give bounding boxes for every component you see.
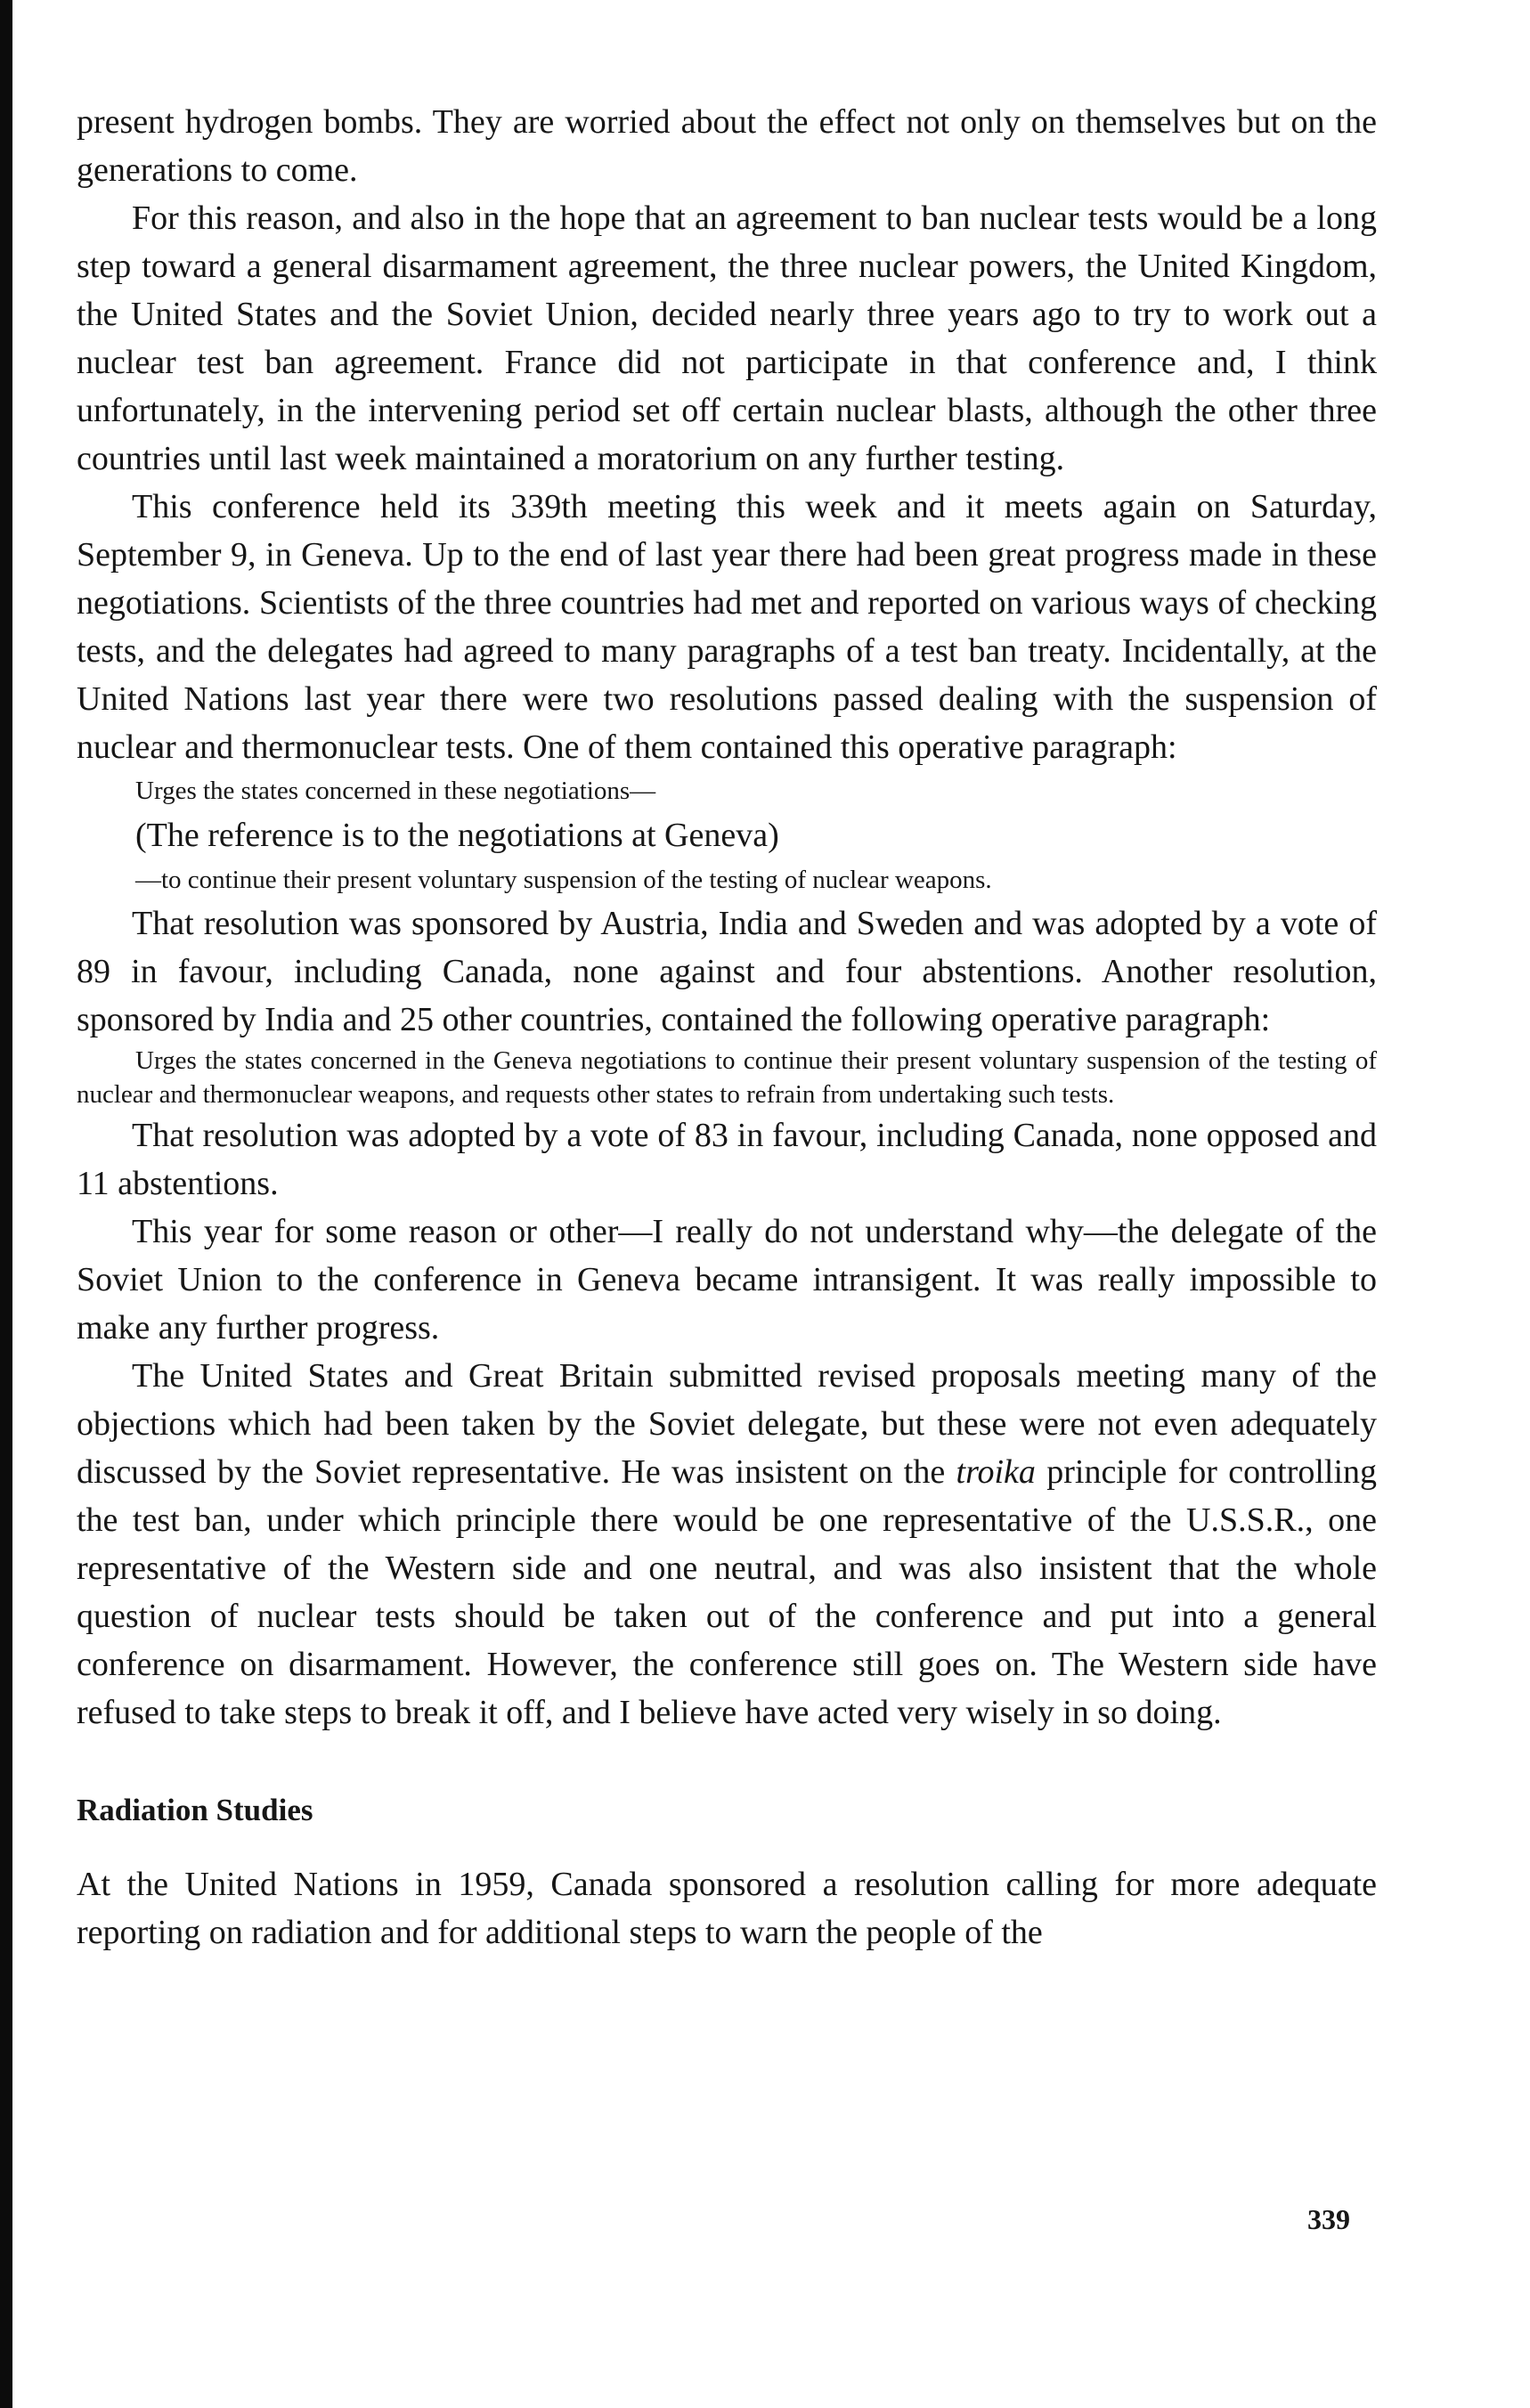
paragraph-7-text-a: The United States and Great Britain submitted revised proposals meeting many of the objections which had been taken by the Soviet delegate, but these were not even adequately discussed by the Soviet representative. He was insistent on the — [77, 1357, 1377, 1491]
paragraph-7 — [77, 1352, 1377, 1737]
quote-1-part-a: Urges the states concerned in these negotiations— — [135, 777, 656, 805]
interjection: (The reference is to the negotiations at Geneva) — [135, 817, 779, 854]
paragraph-6: This year for some reason or other—I really do not understand why—the delegate of the Soviet Union to the conference in Geneva became intransigent. It was really impossible to make any further progress. — [77, 1213, 1377, 1346]
scan-edge — [0, 0, 12, 2408]
paragraph-1: present hydrogen bombs. They are worried about the effect not only on themselves but on the generations to come. — [77, 103, 1377, 189]
quote-1-part-b: —to continue their present voluntary suspension of the testing of nuclear weapons. — [135, 866, 992, 894]
paragraph-3: This conference held its 339th meeting this week and it meets again on Saturday, September 9, in Geneva. Up to the end of last year there had been great progress made in these negotiations. Scientists of the three countries had met and reported on various ways of checking tests, and the delegates had agreed to many paragraphs of a test ban treaty. Incidentally, at the United Nations last year there were two resolutions passed dealing with the suspension of nuclear and thermonuclear tests. One of them contained this operative paragraph: — [77, 488, 1377, 766]
quote-2: Urges the states concerned in the Geneva negotiations to continue their present voluntary suspension of the testing of nuclear and thermonuclear weapons, and requests other states to refrain from undertaking such tests. — [77, 1046, 1377, 1109]
document-page — [77, 98, 1377, 1956]
paragraph-5: That resolution was adopted by a vote of 83 in favour, including Canada, none opposed and 11 abstentions. — [77, 1117, 1377, 1202]
paragraph-4: That resolution was sponsored by Austria, India and Sweden and was adopted by a vote of 89 in favour, including Canada, none against and four abstentions. Another resolution, sponsored by India and 25 other countries, contained the following operative paragraph: — [77, 905, 1377, 1038]
paragraph-7-text-b: principle for controlling the test ban, under which principle there would be one representative of the U.S.S.R., one representative of the Western side and one neutral, and was also insistent that the whole question of nuclear tests should be taken out of the conference and put into a general conference on disarmament. However, the conference still goes on. The Western side have refused to take steps to break it off, and I believe have acted very wisely in so doing. — [77, 1453, 1377, 1731]
paragraph-2: For this reason, and also in the hope that an agreement to ban nuclear tests would be a long step toward a general disarmament agreement, the three nuclear powers, the United Kingdom, the United States and the Soviet Union, decided nearly three years ago to try to work out a nuclear test ban agreement. France did not participate in that conference and, I think unfortunately, in the intervening period set off certain nuclear blasts, although the other three countries until last week maintained a moratorium on any further testing. — [77, 199, 1377, 477]
section-heading: Radiation Studies — [77, 1793, 313, 1827]
troika-italic: troika — [956, 1453, 1036, 1491]
page-number: 339 — [1307, 2203, 1350, 2235]
paragraph-8: At the United Nations in 1959, Canada sponsored a resolution calling for more adequate reporting on radiation and for additional steps to warn the people of the — [77, 1866, 1377, 1952]
